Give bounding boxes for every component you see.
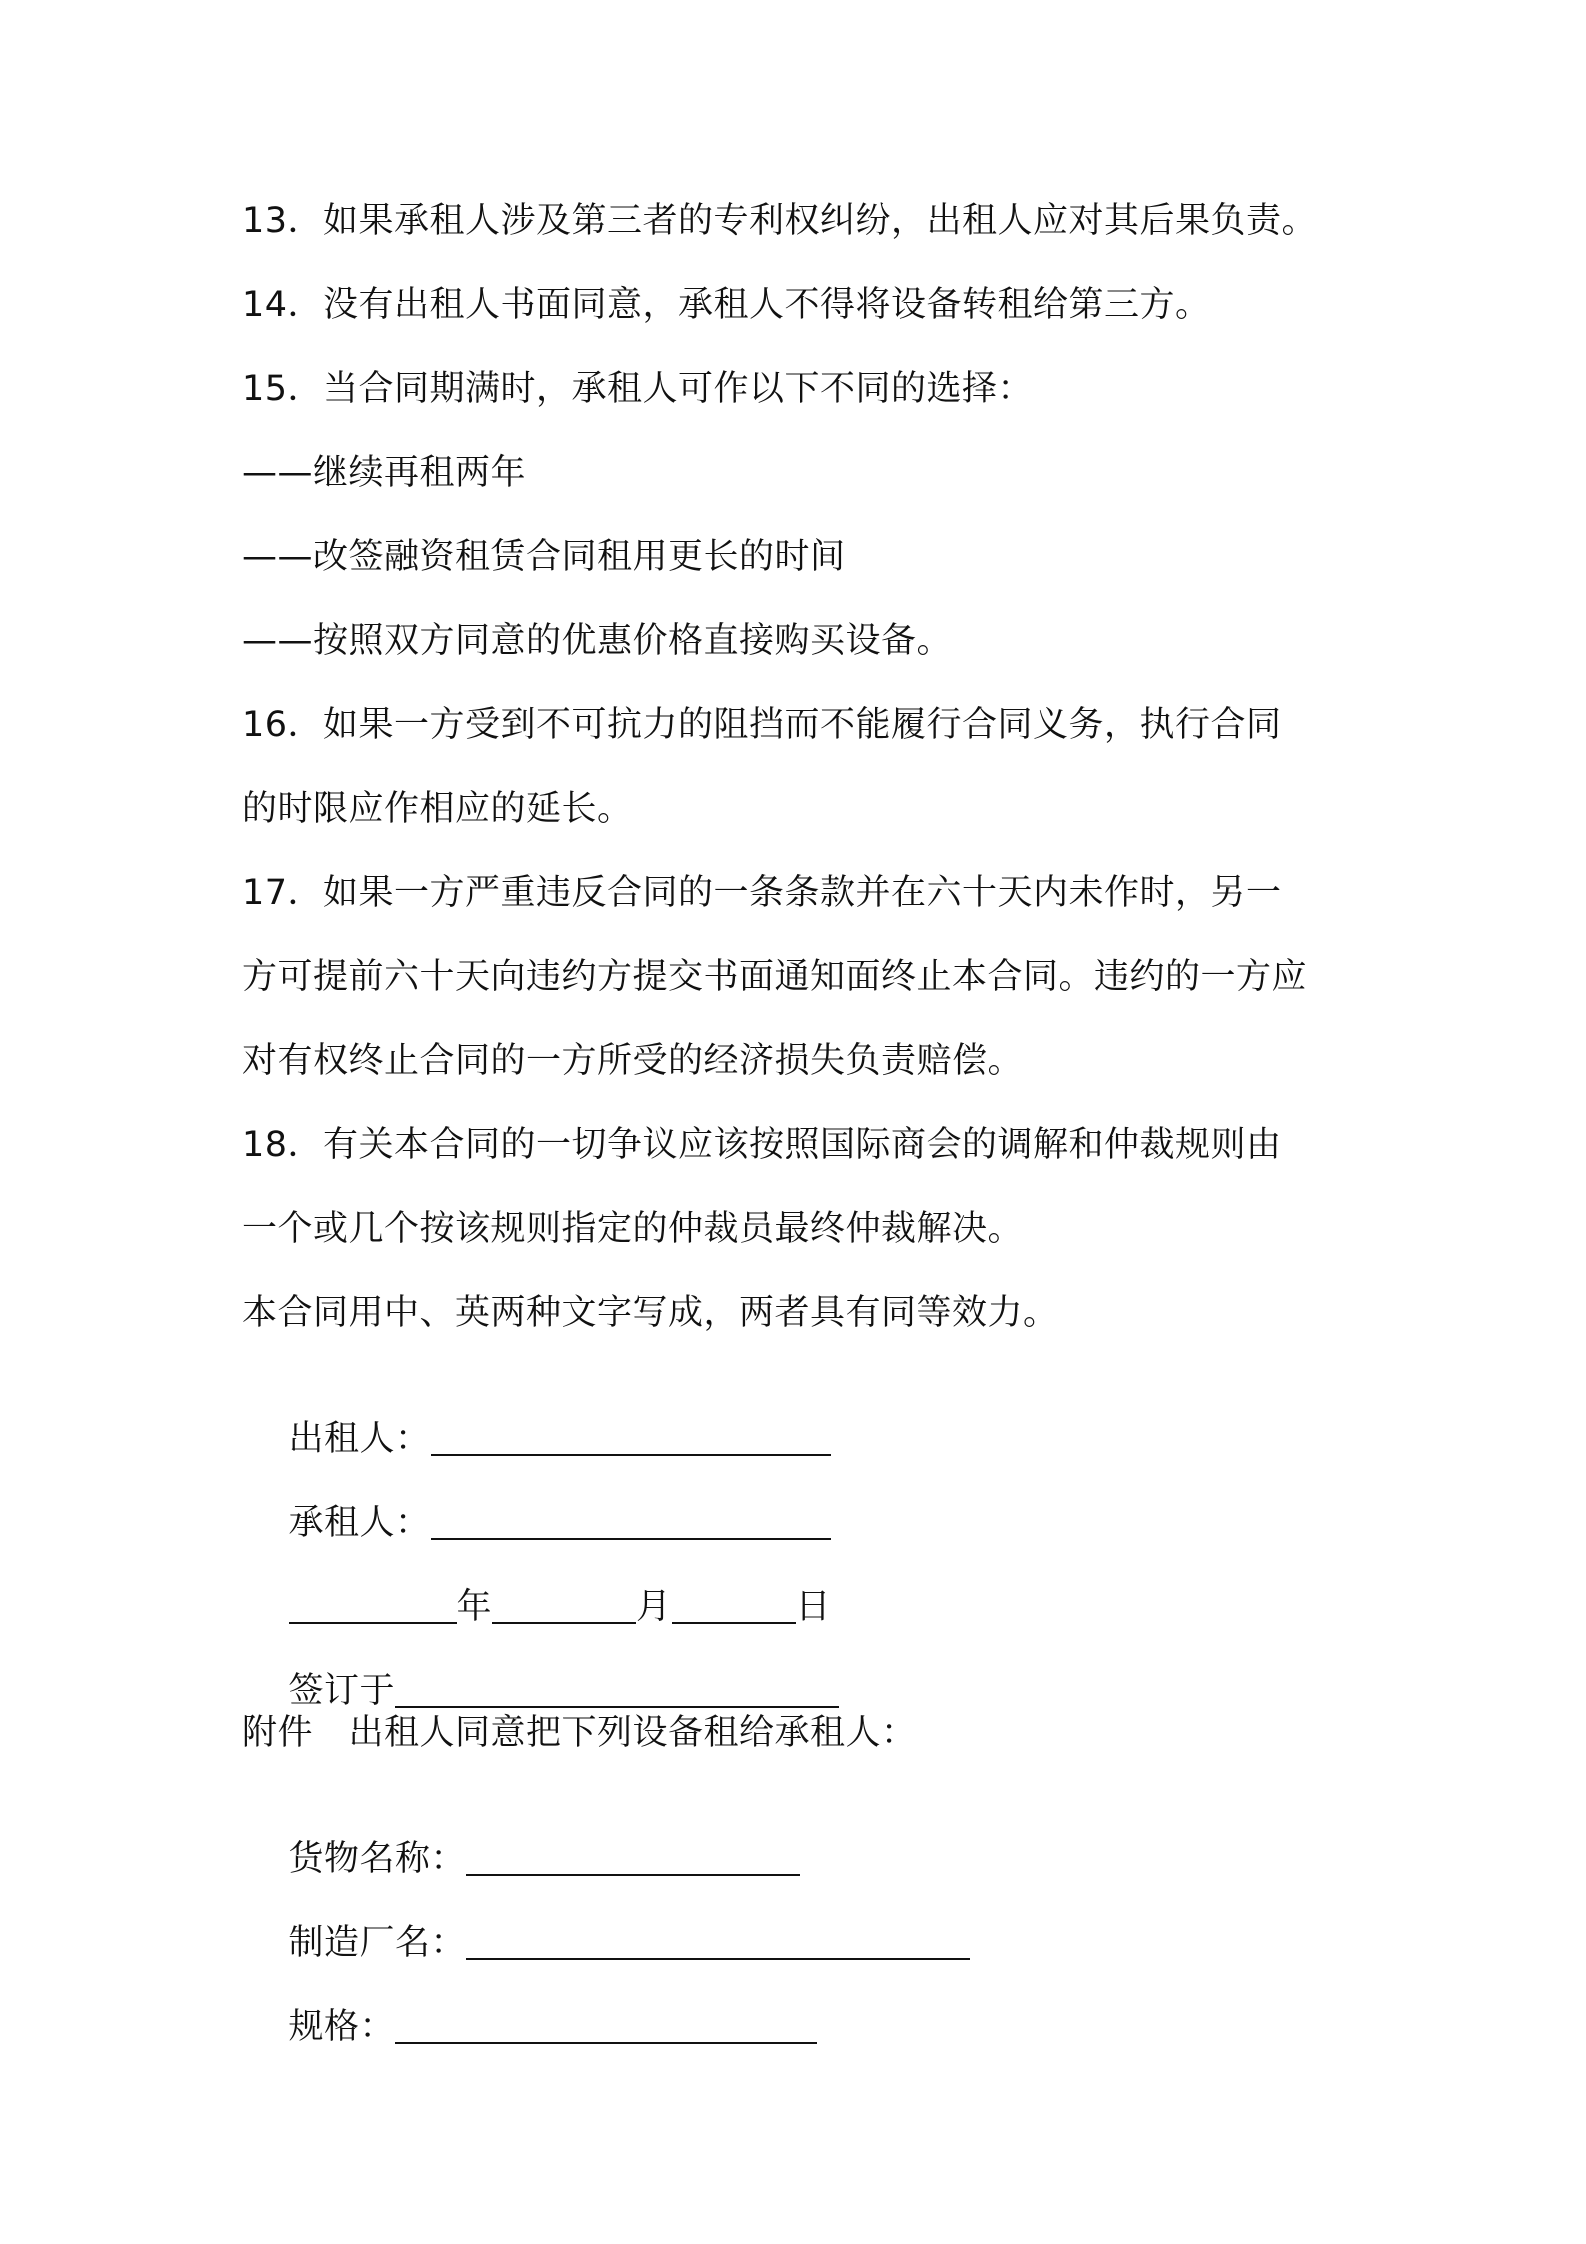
- manufacturer-label: 制造厂名：: [288, 1923, 467, 1963]
- clause-18-line-1: 18．有关本合同的一切争议应该按照国际商会的调解和仲裁规则由: [242, 1125, 1282, 1165]
- clause-13: 13．如果承租人涉及第三者的专利权纠纷，出租人应对其后果负责。: [242, 201, 1318, 241]
- month-label: 月: [636, 1587, 672, 1627]
- day-label: 日: [795, 1587, 832, 1627]
- goods-name-label: 货物名称：: [288, 1839, 467, 1879]
- annex-heading: 附件 出租人同意把下列设备租给承租人：: [242, 1713, 917, 1753]
- manufacturer-blank[interactable]: [466, 1924, 970, 1960]
- goods-name-blank[interactable]: [466, 1840, 800, 1876]
- signed-at-label: 签订于: [288, 1671, 396, 1711]
- date-row: [242, 1544, 1392, 1627]
- goods-name-row: [242, 1796, 1392, 1879]
- specification-label: 规格：: [288, 2007, 396, 2047]
- signed-at-blank[interactable]: [395, 1672, 839, 1708]
- lessee-blank[interactable]: [431, 1504, 831, 1540]
- lessor-label: 出租人：: [288, 1419, 431, 1459]
- lessee-label: 承租人：: [288, 1503, 431, 1543]
- clause-17-line-3: 对有权终止合同的一方所受的经济损失负责赔偿。: [242, 1041, 1024, 1081]
- specification-row: [242, 1964, 1392, 2047]
- month-blank[interactable]: [492, 1588, 636, 1624]
- lessor-blank[interactable]: [431, 1420, 831, 1456]
- language-clause: 本合同用中、英两种文字写成，两者具有同等效力。: [242, 1293, 1059, 1333]
- lessor-signature-row: [242, 1376, 1392, 1459]
- specification-blank[interactable]: [395, 2008, 817, 2044]
- clause-16-line-2: 的时限应作相应的延长。: [242, 789, 633, 829]
- lessee-signature-row: [242, 1460, 1392, 1543]
- manufacturer-row: [242, 1880, 1392, 1963]
- clause-17-line-2: 方可提前六十天向违约方提交书面通知面终止本合同。违约的一方应: [242, 957, 1308, 997]
- clause-18-line-2: 一个或几个按该规则指定的仲裁员最终仲裁解决。: [242, 1209, 1024, 1249]
- day-blank[interactable]: [672, 1588, 796, 1624]
- option-finance-lease: ——改签融资租赁合同租用更长的时间: [242, 537, 846, 577]
- clause-17-line-1: 17．如果一方严重违反合同的一条条款并在六十天内未作时，另一: [242, 873, 1282, 913]
- clause-15: 15．当合同期满时，承租人可作以下不同的选择：: [242, 369, 1034, 409]
- year-blank[interactable]: [289, 1588, 457, 1624]
- year-label: 年: [456, 1587, 493, 1627]
- contract-page: [242, 200, 1392, 2048]
- signed-at-row: [242, 1628, 1392, 1711]
- option-renew: ——继续再租两年: [242, 453, 527, 493]
- clause-16-line-1: 16．如果一方受到不可抗力的阻挡而不能履行合同义务，执行合同: [242, 705, 1282, 745]
- clause-14: 14．没有出租人书面同意，承租人不得将设备转租给第三方。: [242, 285, 1211, 325]
- option-purchase: ——按照双方同意的优惠价格直接购买设备。: [242, 621, 953, 661]
